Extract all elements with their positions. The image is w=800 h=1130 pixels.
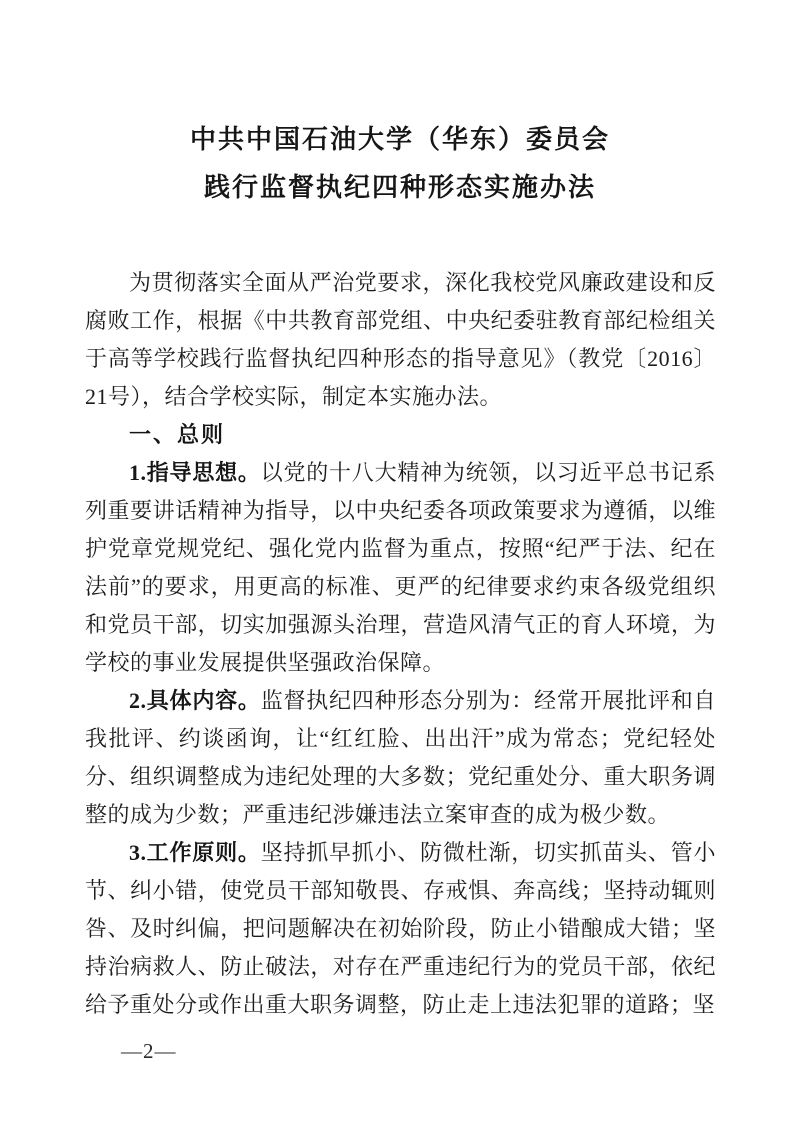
document-title-line1: 中共中国石油大学（华东）委员会: [189, 125, 610, 154]
paragraph-guiding-ideology: [85, 454, 716, 682]
paragraph-lead: 2.具体内容。: [129, 688, 261, 713]
paragraph-lead: 3.工作原则。: [129, 840, 261, 865]
paragraph-text: 为贯彻落实全面从严治党要求，深化我校党风廉政建设和反腐败工作，根据《中共教育部党组、中央纪委驻教育部纪检组关于高等学校践行监督执纪四种形态的指导意见》（教党〔2016〕21号），结合学校实际，制定本实施办法。: [85, 270, 716, 409]
paragraph-text: 以党的十八大精神为统领，以习近平总书记系列重要讲话精神为指导，以中央纪委各项政策要求为遵循，以维护党章党规党纪、强化党内监督为重点，按照“纪严于法、纪在法前”的要求，用更高的标准、更严的纪律要求约束各级党组织和党员干部，切实加强源头治理，营造风清气正的育人环境，为学校的事业发展提供坚强政治保障。: [85, 460, 716, 675]
page-number: —2—: [121, 1039, 177, 1063]
section-heading-text: 一、总则: [129, 422, 226, 447]
document-title-line2: 践行监督执纪四种形态实施办法: [203, 173, 596, 202]
document-title: [0, 116, 800, 212]
section-heading-general-rules: [85, 416, 716, 454]
paragraph-text: 监督执纪四种形态分别为：经常开展批评和自我批评、约谈函询，让“红红脸、出出汗”成为常态；党纪轻处分、组织调整成为违纪处理的大多数；党纪重处分、重大职务调整的成为少数；严重违纪涉嫌违法立案审查的成为极少数。: [85, 688, 717, 827]
paragraph-text: 坚持抓早抓小、防微杜渐，切实抓苗头、管小节、纠小错，使党员干部知敬畏、存戒惧、奔高线；坚持动辄则咎、及时纠偏，把问题解决在初始阶段，防止小错酿成大错；坚持治病救人、防止破法，对存在严重违纪行为的党员干部，依纪给予重处分或作出重大职务调整，防止走上违法犯罪的道路；坚: [85, 840, 716, 1017]
paragraph-work-principles: [85, 834, 716, 1024]
paragraph-preamble: [85, 264, 716, 416]
document-body: [85, 264, 716, 1024]
paragraph-lead: 1.指导思想。: [129, 460, 261, 485]
paragraph-specific-content: [85, 682, 716, 834]
